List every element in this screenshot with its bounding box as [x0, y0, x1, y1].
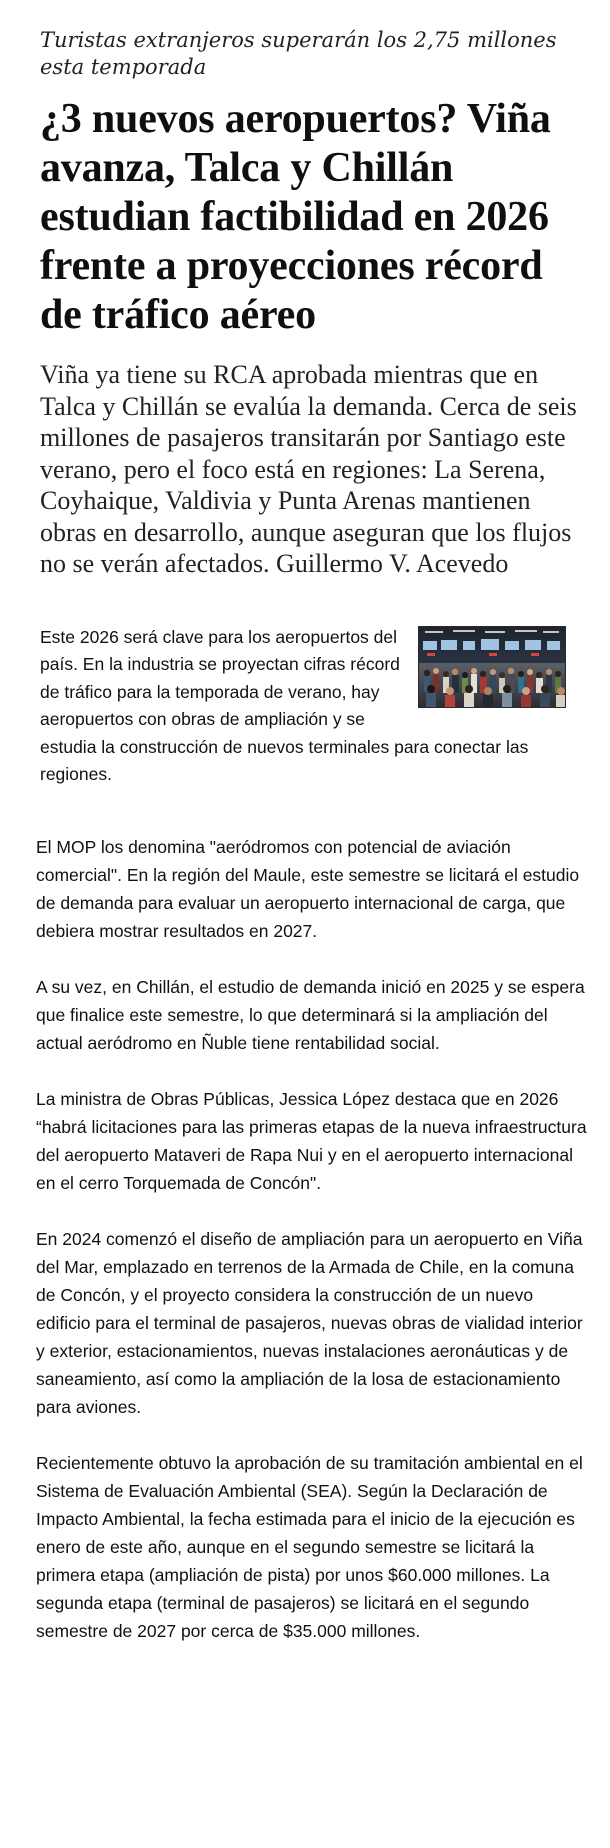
airport-terminal-photo[interactable]	[418, 626, 566, 708]
lead-paragraph: Este 2026 será clave para los aeropuertos del país. En la industria se proyectan cifras récord de tráfico para la temporada de verano, hay aeropuertos con obras de ampliación y se estudia la construcción de nuevos terminales para conectar las regiones.	[40, 626, 529, 784]
article	[0, 27, 588, 1645]
body-paragraph-4: En 2024 comenzó el diseño de ampliación para un aeropuerto en Viña del Mar, emplazado en terrenos de la Armada de Chile, en la comuna de Concón, y el proyecto considera la construcción de un nuevo edificio para el terminal de pasajeros, nuevas obras de vialidad interior y exterior, estacionamientos, nuevas instalaciones aeronáuticas y de saneamiento, así como la ampliación de la losa de estacionamiento para aviones.	[36, 1228, 583, 1417]
body-paragraph-3: La ministra de Obras Públicas, Jessica López destaca que en 2026 “habrá licitaciones para las primeras etapas de la nueva infraestructura del aeropuerto Mataveri de Rapa Nui y en el aeropuerto internacional en el cerro Torquemada de Concón".	[36, 1088, 587, 1193]
body-paragraph-1: El MOP los denomina "aeródromos con potencial de aviación comercial". En la región del Maule, este semestre se licitará el estudio de demanda para evaluar un aeropuerto internacional de carga, que debiera mostrar resultados en 2027.	[36, 836, 580, 941]
body-paragraph-2: A su vez, en Chillán, el estudio de demanda inició en 2025 y se espera que finalice este semestre, lo que determinará si la ampliación del actual aeródromo en Ñuble tiene rentabilidad social.	[36, 976, 585, 1053]
body-paragraph-5: Recientemente obtuvo la aprobación de su tramitación ambiental en el Sistema de Evaluación Ambiental (SEA). Según la Declaración de Impacto Ambiental, la fecha estimada para el inicio de la ejecución es enero de este año, aunque en el segundo semestre se licitará la primera etapa (ampliación de pista) por unos $60.000 millones. La segunda etapa (terminal de pasajeros) se licitará en el segundo semestre de 2027 por cerca de $35.000 millones.	[36, 1452, 583, 1641]
article-headline: ¿3 nuevos aeropuertos? Viña avanza, Talca y Chillán estudian factibilidad en 2026 frente a proyecciones récord de tráfico aéreo	[40, 96, 551, 338]
lead-section	[40, 624, 588, 789]
article-kicker: Turistas extranjeros superarán los 2,75 millones esta temporada	[40, 28, 557, 79]
article-dek: Viña ya tiene su RCA aprobada mientras que en Talca y Chillán se evalúa la demanda. Cerca de seis millones de pasajeros transitarán por Santiago este verano, pero el foco está en regiones: La Serena, Coyhaique, Valdivia y Punta Arenas mantienen obras en desarrollo, aunque aseguran que los flujos no se verán afectados. Guillermo V. Acevedo	[40, 360, 577, 578]
